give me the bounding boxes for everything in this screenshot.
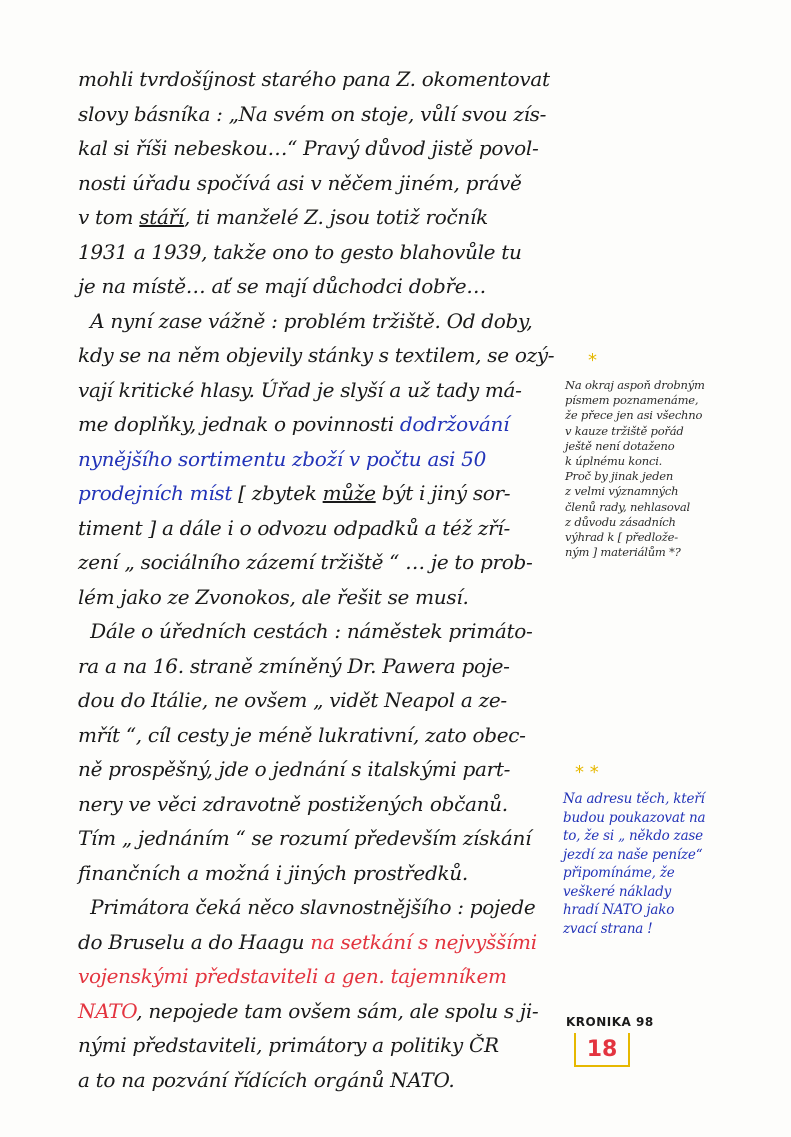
text-line [78,304,560,339]
text-line [78,925,560,960]
text-line [78,718,560,753]
page-number-box [574,1033,630,1067]
note-1-line: že přece jen asi všechno [565,408,703,423]
text-line [78,62,560,97]
note-1-line: ještě není dotaženo [565,438,675,453]
note-1-line: z velmi významných [565,484,679,499]
text-segment: nery ve věci zdravotně postižených občanů. [78,791,508,816]
text-line [78,580,560,615]
text-line [78,373,560,408]
note-2-line: zvací strana ! [563,920,653,937]
text-segment: na setkání s nejvyššími [310,929,537,954]
text-segment: slovy básníka : „Na svém on stoje, vůlí svou zís- [78,101,547,126]
text-segment: v tom [78,205,140,229]
text-segment: nosti úřadu spočívá asi v něčem jiném, právě [78,170,522,195]
text-line [78,407,560,442]
text-segment: ra a na 16. straně zmíněný Dr. Pawera poje- [78,653,510,678]
margin-note-2 [563,790,763,938]
text-segment: Tím „ jednáním “ se rozumí především získání [78,826,532,850]
main-text [78,62,560,1097]
text-line [78,821,560,856]
text-segment: mohli tvrdošíjnost starého pana Z. okomentovat [78,67,550,91]
note-2-line: jezdí za naše peníze“ [563,846,703,863]
text-line [78,787,560,822]
text-segment: a to na pozvání řídících orgánů NATO. [78,1067,455,1092]
note-1-line: členů rady, nehlasoval [565,499,690,514]
text-segment: 1931 a 1939, takže ono to gesto blahovůle tu [78,239,522,264]
page-number: 18 [586,1036,618,1062]
note-1-line: z důvodu zásadních [565,514,676,529]
text-segment: kdy se na něm objevily stánky s textilem, se ozý- [78,343,555,367]
text-segment: kal si říši nebeskou…“ Pravý důvod jistě povol- [78,136,539,160]
text-segment: nými představiteli, primátory a politiky ČR [78,1033,499,1057]
text-segment: stáří [139,205,184,229]
text-line [78,511,560,546]
text-segment: prodejních míst [78,481,233,505]
note-2-line: hradí NATO jako [563,902,675,918]
text-line [78,200,560,235]
note-2-line: veškeré náklady [563,883,672,900]
asterisk-mark-1: * [588,350,597,371]
text-line [78,131,560,166]
text-segment: mřít “, cíl cesty je méně lukrativní, zato obec- [78,722,526,747]
text-segment: nynějšího sortimentu zboží v počtu asi 50 [78,446,487,471]
note-2-line: to, že si „ někdo zase [563,828,703,844]
note-1-line: výhrad k [ předlože- [565,529,678,544]
text-line [78,338,560,373]
text-segment: finančních a možná i jiných prostředků. [78,860,468,885]
text-segment: do Bruselu a do Haagu [78,929,311,954]
text-line [78,476,560,511]
text-segment: dodržování [399,412,510,436]
text-segment: lém jako ze Zvonokos, ale řešit se musí. [78,584,469,609]
text-segment: vojenskými představiteli a gen. tajemníkem [78,964,507,988]
text-line [78,1063,560,1098]
text-segment: ně prospěšný, jde o jednání s italskými part- [78,757,511,781]
text-segment: A nyní zase vážně : problém tržiště. Od doby, [78,308,533,333]
note-1-line: Proč by jinak jeden [565,469,674,484]
text-line [78,545,560,580]
text-line [78,994,560,1029]
text-segment: timent ] a dále i o odvozu odpadků a též zří- [78,515,510,540]
text-line [78,890,560,925]
note-1-line: k úplnému konci. [565,453,663,468]
text-segment: je na místě… ať se mají důchodci dobře… [78,274,486,298]
note-1-line: písmem poznamenáme, [565,393,699,408]
text-line [78,856,560,891]
text-segment: [ zbytek [232,481,323,505]
text-segment: může [322,481,376,505]
text-segment: , nepojede tam ovšem sám, ale spolu s ji- [136,998,539,1023]
text-line [78,235,560,270]
text-segment: zení „ sociálního zázemí tržiště “ … je to prob- [78,550,533,574]
text-line [78,649,560,684]
note-2-line: připomínáme, že [563,865,675,881]
text-line [78,959,560,994]
text-segment: , ti manželé Z. jsou totiž ročník [183,205,488,229]
text-line [78,752,560,787]
text-line [78,269,560,304]
text-segment: být i jiný sor- [375,481,511,505]
chronicle-label: KRONIKA 98 [566,1015,654,1029]
text-segment: Dále o úředních cestách : náměstek primáto- [78,619,533,643]
note-1-line: v kauze tržiště pořád [565,423,684,438]
text-line [78,442,560,477]
text-segment: NATO [78,998,137,1023]
note-2-line: Na adresu těch, kteří [563,791,705,807]
note-1-line: Na okraj aspoň drobným [565,378,705,392]
text-segment: me doplňky, jednak o povinnosti [78,412,400,436]
text-line [78,614,560,649]
text-line [78,166,560,201]
text-segment: dou do Itálie, ne ovšem „ vidět Neapol a ze- [78,688,507,712]
margin-note-1 [565,378,765,560]
chronicle-footer [566,1015,654,1067]
text-segment: vají kritické hlasy. Úřad je slyší a už tady má- [78,377,522,402]
text-line [78,683,560,718]
text-segment: Primátora čeká něco slavnostnějšího : pojede [78,895,536,919]
asterisk-mark-2: * * [575,762,599,783]
text-line [78,1028,560,1063]
note-2-line: budou poukazovat na [563,809,706,826]
note-1-line: ným ] materiálům *? [565,545,681,560]
text-line [78,97,560,132]
